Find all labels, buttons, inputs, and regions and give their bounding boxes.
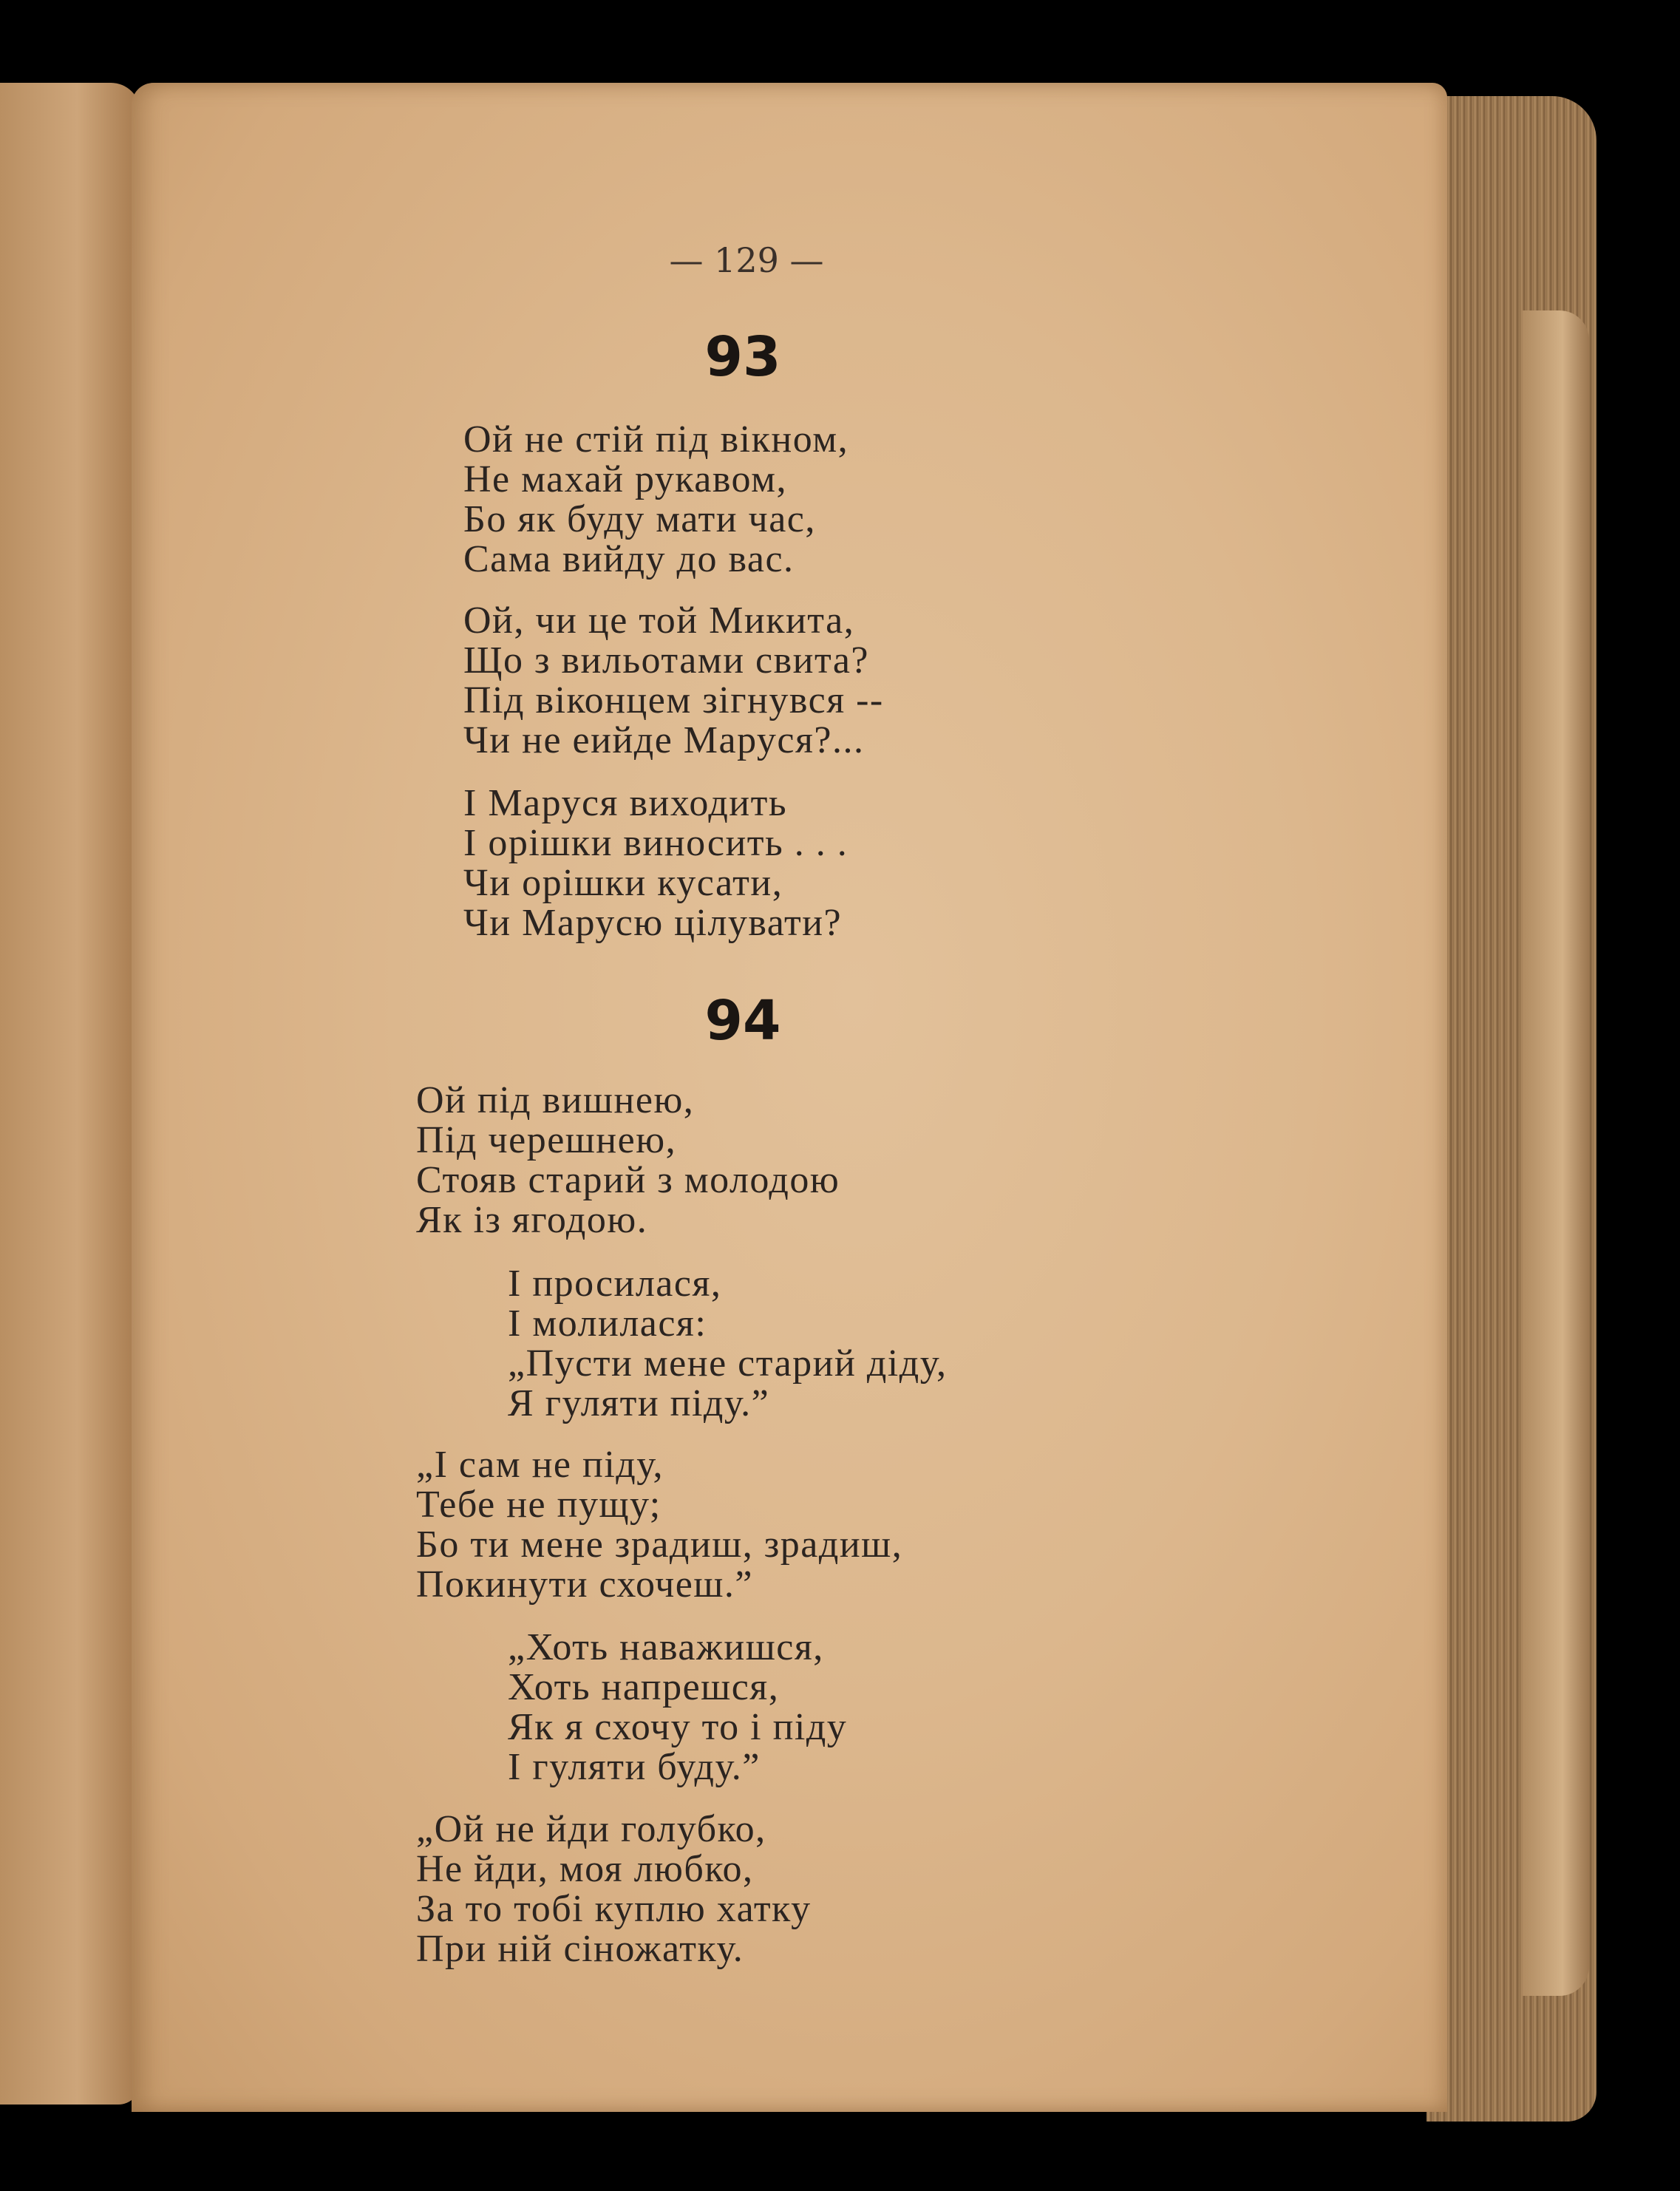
stanza <box>463 784 848 943</box>
verse-line: І Маруся виходить <box>463 782 788 824</box>
page-number: — 129 — <box>669 240 824 280</box>
verse-line: Чи не еийде Маруся?... <box>463 719 865 761</box>
verse-line: Стояв старий з молодою <box>416 1159 840 1201</box>
poem-number: 93 <box>704 325 781 389</box>
verse-line: „Хоть наважишся, <box>508 1626 824 1668</box>
verse-line: Я гуляти піду.” <box>508 1382 770 1424</box>
stanza <box>416 1445 902 1605</box>
verse-line: При ній сіножатку. <box>416 1928 744 1970</box>
verse-line: І орішки виносить . . . <box>463 822 848 864</box>
stanza <box>508 1628 847 1787</box>
verse-line: Сама вийду до вас. <box>463 538 795 580</box>
stanza <box>463 420 848 580</box>
verse-line: Що з вильотами свита? <box>463 639 870 682</box>
verse-line: Бо як буду мати час, <box>463 498 816 540</box>
verse-line: Під віконцем зігнувся -- <box>463 679 884 721</box>
verse-line: Покинути схочеш.” <box>416 1563 753 1606</box>
verse-line: „І сам не піду, <box>416 1444 664 1486</box>
verse-line: „Ой не йди голубко, <box>416 1808 766 1850</box>
verse-line: За то тобі куплю хатку <box>416 1888 812 1930</box>
verse-line: Під черешнею, <box>416 1119 677 1161</box>
verse-line: І гуляти буду.” <box>508 1746 761 1788</box>
verse-line: Не махай рукавом, <box>463 458 787 500</box>
verse-line: І молилася: <box>508 1302 707 1345</box>
poem-number: 94 <box>704 989 781 1053</box>
verse-line: Тебе не пущу; <box>416 1484 662 1526</box>
verse-line: Ой під вишнею, <box>416 1079 695 1121</box>
verse-line: Ой не стій під вікном, <box>463 418 849 461</box>
stanza <box>416 1081 840 1240</box>
verse-line: Як я схочу то і піду <box>508 1706 848 1748</box>
verse-line: Не йди, моя любко, <box>416 1848 754 1890</box>
verse-line: І просилася, <box>508 1263 722 1305</box>
verse-line: Бо ти мене зрадиш, зрадиш, <box>416 1523 903 1566</box>
verse-line: Чи орішки кусати, <box>463 862 783 904</box>
stanza <box>463 601 884 761</box>
verse-line: Ой, чи це той Микита, <box>463 599 855 642</box>
verse-line: „Пусти мене старий діду, <box>508 1342 948 1385</box>
verse-line: Хоть напрешся, <box>508 1666 780 1708</box>
stanza <box>416 1810 812 1969</box>
verse-line: Як із ягодою. <box>416 1199 648 1241</box>
verse-line: Чи Марусю цілувати? <box>463 902 843 944</box>
stanza <box>508 1264 948 1424</box>
